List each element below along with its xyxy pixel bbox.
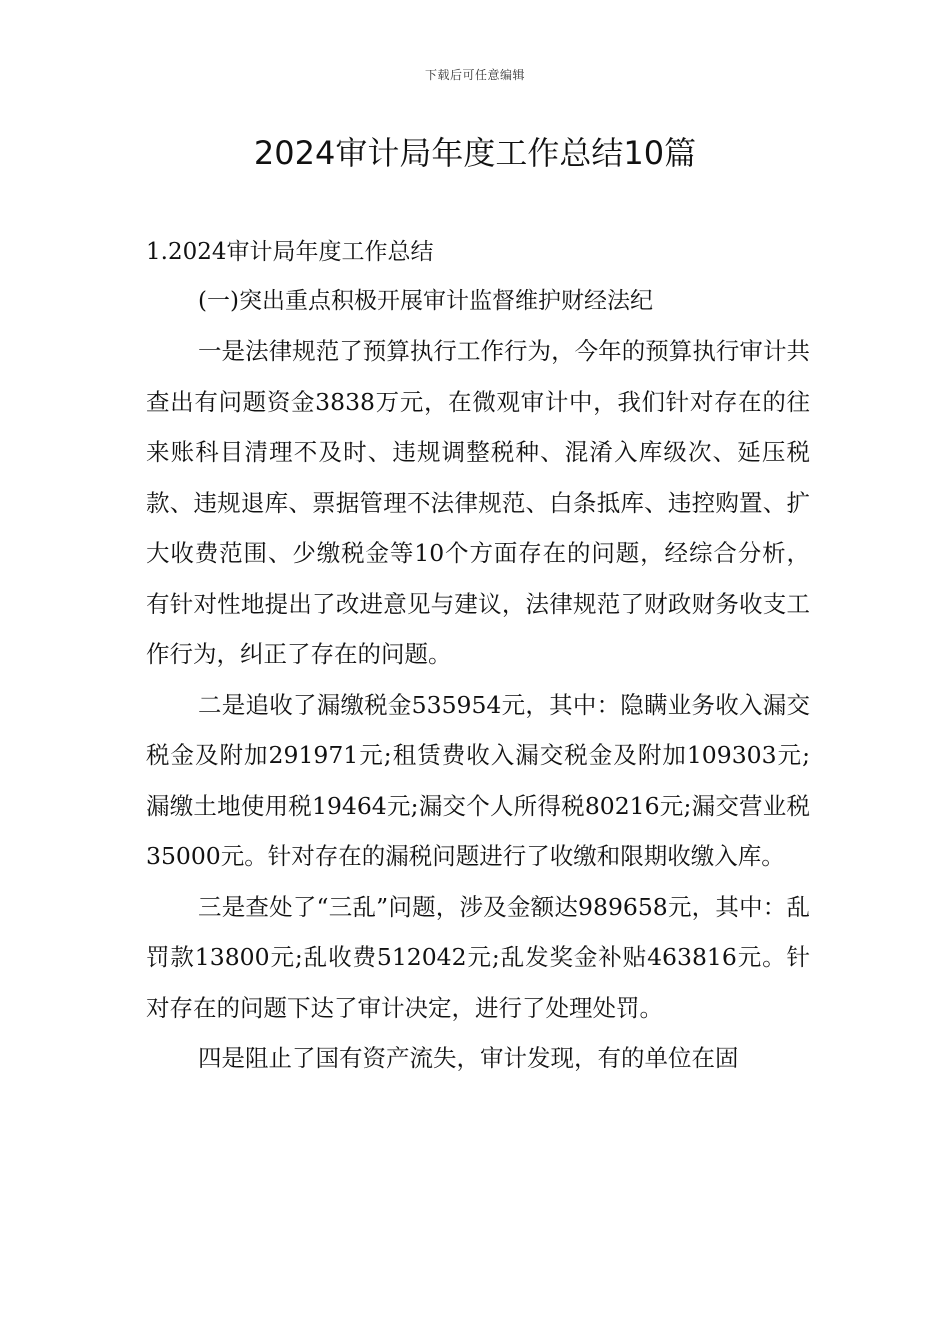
paragraph-three-disorders: 三是查处了“三乱”问题，涉及金额达989658元，其中：乱罚款13800元;乱收费512042元;乱发奖金补贴463816元。针对存在的问题下达了审计决定，进行了处理处罚。 xyxy=(146,892,810,1022)
document-title: 2024审计局年度工作总结10篇 xyxy=(253,134,697,172)
section-heading: 1.2024审计局年度工作总结 xyxy=(146,239,434,265)
document-body xyxy=(146,228,810,1084)
subsection-heading: (一)突出重点积极开展审计监督维护财经法纪 xyxy=(198,288,653,314)
paragraph-state-assets: 四是阻止了国有资产流失，审计发现，有的单位在固 xyxy=(198,1044,739,1072)
paragraph-budget-execution: 一是法律规范了预算执行工作行为，今年的预算执行审计共查出有问题资金3838万元，在微观审计中，我们针对存在的往来账科目清理不及时、违规调整税种、混淆入库级次、延压税款、违规退库、票据管理不法律规范、白条抵库、违控购置、扩大收费范围、少缴税金等10个方面存在的问题，经综合分析，有针对性地提出了改进意见与建议，法律规范了财政财务收支工作行为，纠正了存在的问题。 xyxy=(146,337,810,668)
header-note: 下载后可任意编辑 xyxy=(424,68,525,82)
paragraph-tax-recovery: 二是追收了漏缴税金535954元，其中：隐瞒业务收入漏交税金及附加291971元;租赁费收入漏交税金及附加109303元;漏缴土地使用税19464元;漏交个人所得税80216元;漏交营业税35000元。针对存在的漏税问题进行了收缴和限期收缴入库。 xyxy=(146,690,810,870)
